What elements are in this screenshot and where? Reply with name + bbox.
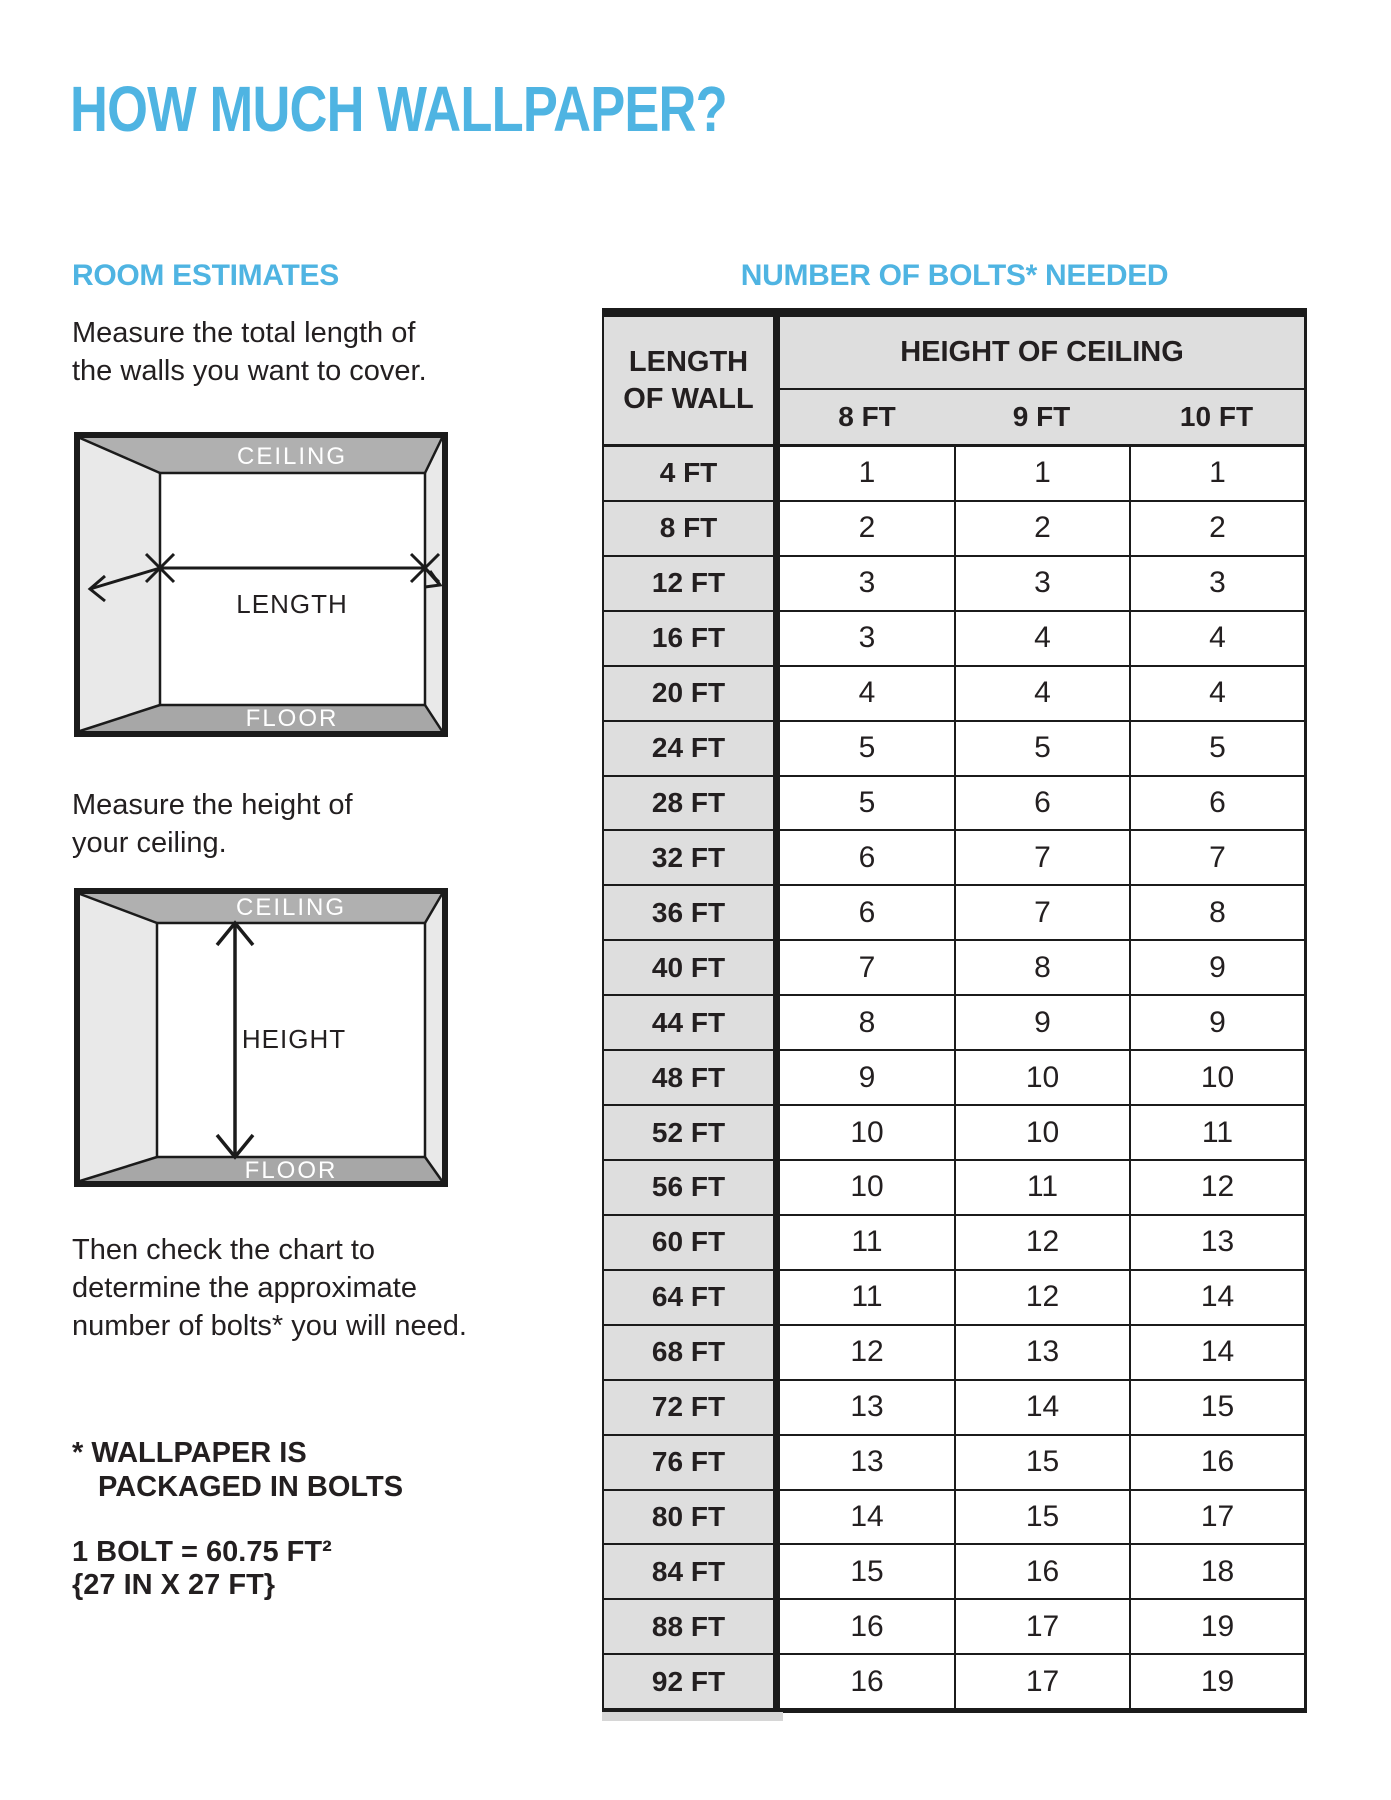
ceiling-label: CEILING	[236, 443, 348, 470]
bolt-value: 10	[780, 1106, 954, 1161]
bolt-value: 14	[780, 1491, 954, 1546]
table-divider	[773, 317, 780, 1710]
page-title: HOW MUCH WALLPAPER?	[70, 73, 727, 145]
text-line: Then check the chart to	[72, 1234, 376, 1266]
bolt-value: 14	[1129, 1326, 1304, 1381]
bolt-value: 13	[780, 1436, 954, 1491]
bolt-value: 9	[1129, 996, 1304, 1051]
length-dimension-label: LENGTH	[236, 589, 348, 619]
row-label: 8 FT	[604, 502, 773, 557]
row-label: 44 FT	[604, 996, 773, 1051]
height-dimension-label: HEIGHT	[241, 1024, 347, 1054]
bolt-value: 15	[780, 1545, 954, 1600]
floor-label: FLOOR	[245, 705, 339, 732]
bolt-value: 12	[1129, 1161, 1304, 1216]
bolt-value: 11	[954, 1161, 1129, 1216]
bolt-value: 13	[1129, 1216, 1304, 1271]
text-line: number of bolts* you will need.	[72, 1310, 467, 1342]
bolt-value: 6	[954, 777, 1129, 832]
row-label: 32 FT	[604, 831, 773, 886]
row-label: 68 FT	[604, 1326, 773, 1381]
bolt-value: 9	[954, 996, 1129, 1051]
text-line: your ceiling.	[72, 827, 227, 859]
bolt-value: 3	[780, 612, 954, 667]
instruction-measure-length	[72, 314, 427, 390]
bolt-value: 2	[780, 502, 954, 557]
bolt-value: 11	[1129, 1106, 1304, 1161]
bolt-value: 5	[780, 777, 954, 832]
bolt-value: 10	[780, 1161, 954, 1216]
column-header-8ft: 8 FT	[780, 390, 954, 447]
text-line: determine the approximate	[72, 1272, 417, 1304]
instruction-measure-height	[72, 786, 353, 862]
floor-label: FLOOR	[244, 1157, 338, 1184]
instruction-check-chart	[72, 1231, 467, 1345]
bolt-value: 12	[954, 1271, 1129, 1326]
row-label: 80 FT	[604, 1491, 773, 1546]
bolt-value: 11	[780, 1216, 954, 1271]
bolt-value: 13	[954, 1326, 1129, 1381]
bolt-value: 1	[780, 447, 954, 502]
bolt-value: 14	[1129, 1271, 1304, 1326]
row-group-header	[604, 317, 773, 447]
bolts-footnote	[72, 1436, 403, 1504]
bolt-value: 1	[1129, 447, 1304, 502]
bolt-value: 9	[1129, 941, 1304, 996]
ceiling-label: CEILING	[235, 894, 347, 921]
bolt-value: 4	[954, 612, 1129, 667]
row-label: 60 FT	[604, 1216, 773, 1271]
column-header-9ft: 9 FT	[954, 390, 1129, 447]
bolt-value: 17	[954, 1655, 1129, 1710]
bolt-value: 5	[954, 722, 1129, 777]
text-line: OF WALL	[623, 382, 754, 415]
bolt-value: 10	[954, 1106, 1129, 1161]
bolt-value: 19	[1129, 1600, 1304, 1655]
text-line: the walls you want to cover.	[72, 355, 427, 387]
bolt-value: 4	[1129, 667, 1304, 722]
bolts-needed-table	[602, 308, 1307, 1713]
bolt-value: 7	[780, 941, 954, 996]
length-room-diagram	[74, 432, 448, 737]
bolt-value: 3	[780, 557, 954, 612]
bolt-value: 9	[780, 1051, 954, 1106]
row-label: 72 FT	[604, 1381, 773, 1436]
bolt-value: 5	[780, 722, 954, 777]
row-label: 48 FT	[604, 1051, 773, 1106]
row-label: 40 FT	[604, 941, 773, 996]
row-label: 88 FT	[604, 1600, 773, 1655]
bolt-value: 3	[954, 557, 1129, 612]
text-line: Measure the total length of	[72, 317, 416, 349]
bolt-value: 15	[954, 1491, 1129, 1546]
bolt-value: 2	[954, 502, 1129, 557]
row-label: 24 FT	[604, 722, 773, 777]
row-label: 52 FT	[604, 1106, 773, 1161]
bolt-value: 17	[1129, 1491, 1304, 1546]
bolt-value: 12	[954, 1216, 1129, 1271]
bolt-value: 16	[780, 1655, 954, 1710]
bolt-value: 14	[954, 1381, 1129, 1436]
bolt-value: 6	[780, 831, 954, 886]
bolt-value: 10	[954, 1051, 1129, 1106]
bolt-value: 2	[1129, 502, 1304, 557]
text-line: PACKAGED IN BOLTS	[98, 1471, 404, 1503]
table-bottom-shadow	[602, 1712, 783, 1721]
text-line: {27 IN X 27 FT}	[72, 1569, 276, 1601]
bolt-value: 15	[1129, 1381, 1304, 1436]
bolts-needed-heading: NUMBER OF BOLTS* NEEDED	[740, 259, 1169, 292]
bolt-value: 6	[1129, 777, 1304, 832]
bolt-size-note	[72, 1536, 332, 1602]
bolt-value: 16	[1129, 1436, 1304, 1491]
text-line: 1 BOLT = 60.75 FT²	[72, 1536, 332, 1568]
row-label: 20 FT	[604, 667, 773, 722]
bolt-value: 16	[954, 1545, 1129, 1600]
bolt-value: 12	[780, 1326, 954, 1381]
bolt-value: 8	[1129, 886, 1304, 941]
row-label: 92 FT	[604, 1655, 773, 1710]
bolt-value: 17	[954, 1600, 1129, 1655]
bolt-value: 4	[954, 667, 1129, 722]
bolt-value: 8	[954, 941, 1129, 996]
column-header-10ft: 10 FT	[1129, 390, 1304, 447]
bolt-value: 19	[1129, 1655, 1304, 1710]
bolt-value: 11	[780, 1271, 954, 1326]
row-label: 64 FT	[604, 1271, 773, 1326]
bolt-value: 10	[1129, 1051, 1304, 1106]
bolt-value: 18	[1129, 1545, 1304, 1600]
row-label: 16 FT	[604, 612, 773, 667]
row-label: 28 FT	[604, 777, 773, 832]
bolt-value: 6	[780, 886, 954, 941]
bolt-value: 7	[954, 831, 1129, 886]
bolt-value: 4	[1129, 612, 1304, 667]
row-label: 84 FT	[604, 1545, 773, 1600]
text-line: LENGTH	[628, 345, 749, 378]
text-line: * WALLPAPER IS	[72, 1437, 307, 1469]
text-line: Measure the height of	[72, 789, 353, 821]
height-room-diagram	[74, 888, 448, 1187]
bolt-value: 8	[780, 996, 954, 1051]
row-label: 56 FT	[604, 1161, 773, 1216]
row-label: 4 FT	[604, 447, 773, 502]
bolt-value: 4	[780, 667, 954, 722]
row-label: 76 FT	[604, 1436, 773, 1491]
bolt-value: 7	[954, 886, 1129, 941]
column-group-header: HEIGHT OF CEILING	[780, 317, 1304, 390]
row-label: 36 FT	[604, 886, 773, 941]
row-label: 12 FT	[604, 557, 773, 612]
bolt-value: 7	[1129, 831, 1304, 886]
room-estimates-heading: ROOM ESTIMATES	[72, 259, 339, 292]
bolt-value: 15	[954, 1436, 1129, 1491]
bolt-value: 1	[954, 447, 1129, 502]
bolt-value: 3	[1129, 557, 1304, 612]
bolt-value: 16	[780, 1600, 954, 1655]
bolt-value: 13	[780, 1381, 954, 1436]
bolt-value: 5	[1129, 722, 1304, 777]
